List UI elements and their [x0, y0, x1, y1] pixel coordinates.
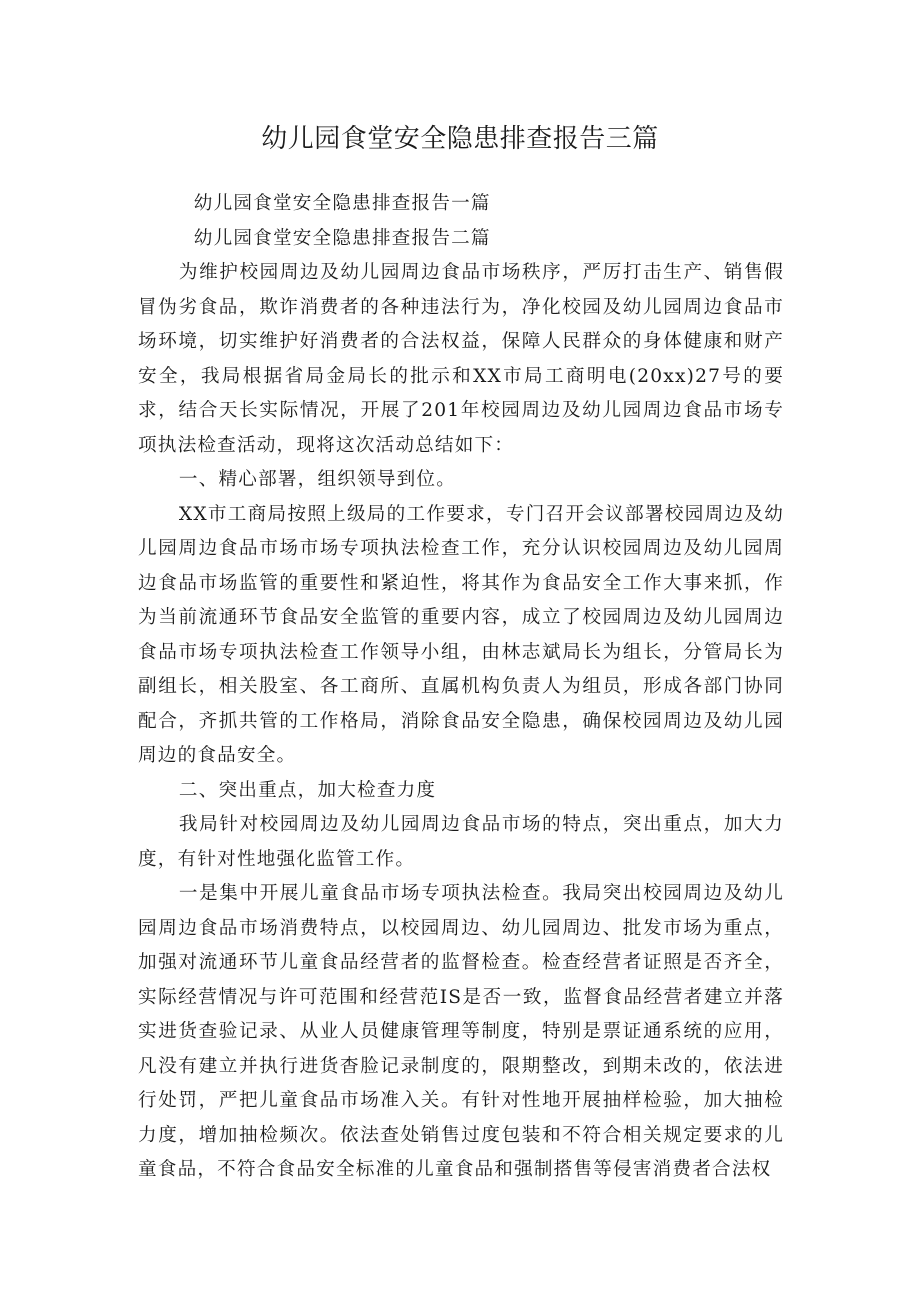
page-title: 幼儿园食堂安全隐患排查报告三篇 [261, 124, 659, 154]
paragraph-section-2-intro: 我局针对校园周边及幼儿园周边食品市场的特点，突出重点，加大力度，有针对性地强化监管工作。 [138, 814, 784, 870]
paragraph-section-2-item-1: 一是集中开展儿童食品市场专项执法检查。我局突出校园周边及幼儿园周边食品市场消费特点，以校园周边、幼儿园周边、批发市场为重点，加强对流通环节儿童食品经营者的监督检查。检查经营者证照是否齐全，实际经营情况与许可范围和经营范IS是否一致，监督食品经营者建立并落实进货查验记录、从业人员健康管理等制度，特别是票证通系统的应用，凡没有建立并执行进货杳脸记录制度的，限期整改，到期未改的，依法进行处罚，严把儿童食品市场准入关。有针对性地开展抽样检验，加大抽检力度，增加抽检频次。依法查处销售过度包装和不符合相关规定要求的儿童食品，不符合食品安全标准的儿童食品和强制搭售等侵害消费者合法权 [138, 883, 784, 1180]
section-heading-1: 一、精心部署，组织领导到位。 [178, 469, 457, 490]
paragraph-subtitle-1: 幼儿园食堂安全隐患排查报告一篇 [193, 193, 491, 214]
paragraph-subtitle-2: 幼儿园食堂安全隐患排查报告二篇 [193, 227, 491, 249]
paragraph-section-1: XX市工商局按照上级局的工作要求，专门召开会议部署校园周边及幼儿园周边食品市场市场专项执法检查工作，充分认识校园周边及幼儿园周边食品市场监管的重要性和紧迫性，将其作为食品安全工作大事来抓，作为当前流通环节食品安全监管的重要内容，成立了校园周边及幼儿园周边食品市场专项执法检查工作领导小组，由林志斌局长为组长，分管局长为副组长，相关股室、各工商所、直属机构负责人为组员，形成各部门协同配合，齐抓共管的工作格局，消除食品安全隐患，确保校园周边及幼儿园周边的食品安全。 [138, 503, 784, 766]
section-heading-2: 二、突出重点，加大检查力度 [178, 779, 437, 801]
document-body [138, 187, 784, 1188]
paragraph-intro: 为维护校园周边及幼儿园周边食品市场秩序，严厉打击生产、销售假冒伪劣食品，欺诈消费者的各种违法行为，净化校园及幼儿园周边食品市场环境，切实维护好消费者的合法权益，保障人民群众的身体健康和财产安全，我局根据省局金局长的批示和XX市局工商明电(20xx)27号的要求，结合天长实际情况，开展了201年校园周边及幼儿园周边食品市场专项执法检查活动，现将这次活动总结如下： [138, 262, 784, 456]
